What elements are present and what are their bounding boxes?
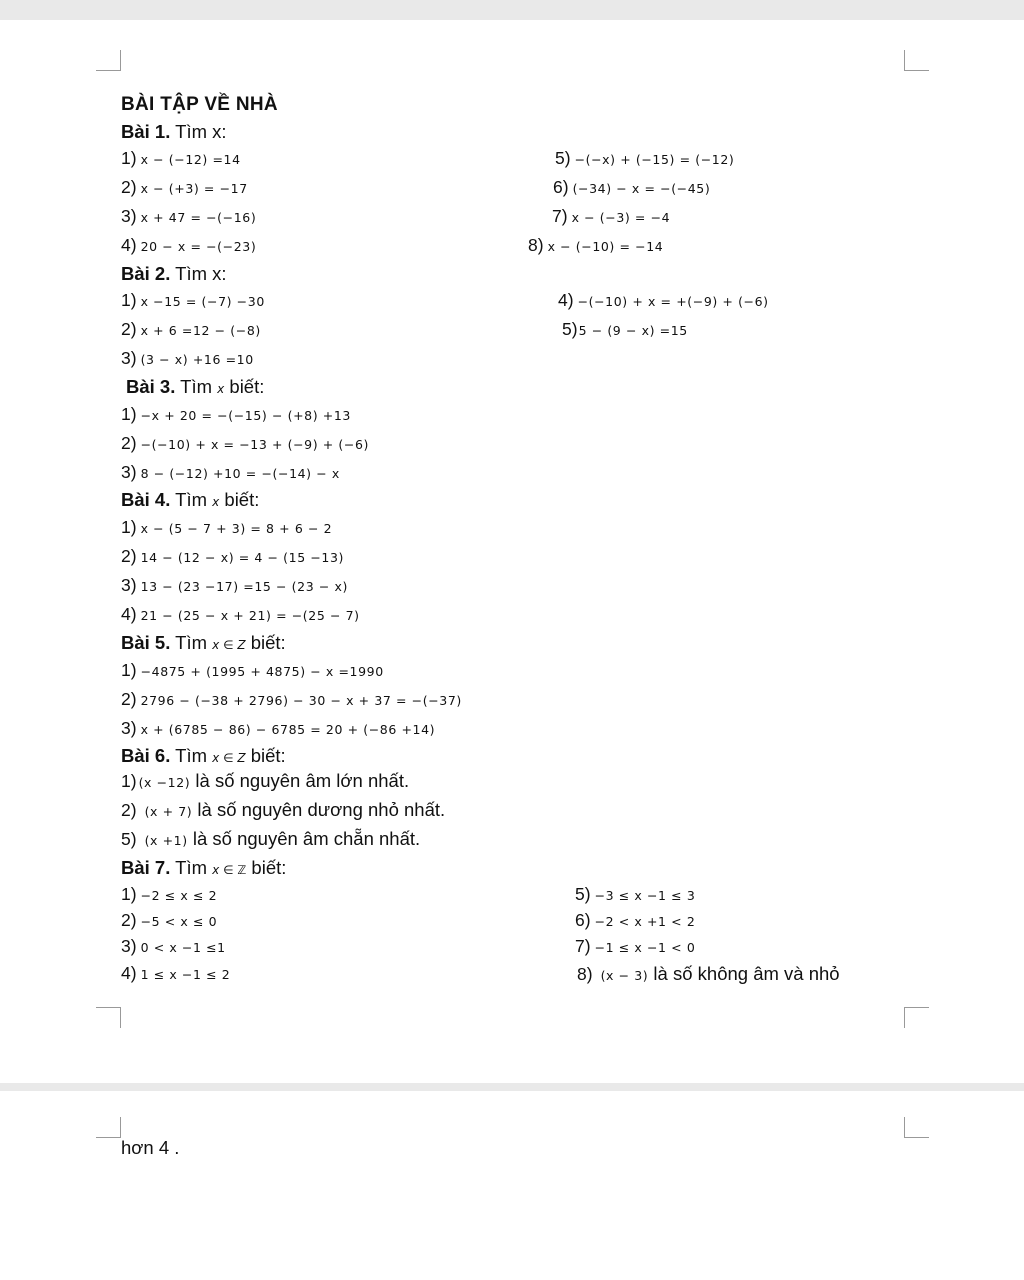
corner-mark-top-right — [904, 50, 929, 71]
item-equation: −1 ≤ x −1 < 0 — [594, 940, 696, 955]
item-number: 2) — [121, 910, 137, 930]
corner-mark-bottom-left — [96, 1007, 121, 1028]
exercise-5-heading — [121, 632, 286, 654]
item-equation: x −15 = (−7) −30 — [140, 294, 265, 309]
item-number: 1) — [121, 290, 137, 310]
item-equation: (−34) − x = −(−45) — [572, 181, 711, 196]
exercise-item — [121, 433, 369, 454]
item-number: 7) — [552, 206, 568, 226]
item-number: 4) — [121, 963, 137, 983]
item-number: 5) — [555, 148, 571, 168]
exercise-item — [121, 148, 241, 169]
exercise-item — [121, 828, 420, 850]
exercise-instruction: Tìm — [170, 489, 213, 510]
exercise-item — [121, 517, 332, 538]
exercise-instruction: Tìm — [170, 857, 213, 878]
item-expression: (x + 7) — [144, 804, 193, 819]
exercise-item — [121, 963, 230, 984]
item-equation: 13 − (23 −17) =15 − (23 − x) — [140, 579, 348, 594]
exercise-instruction-end: biết: — [224, 489, 260, 510]
exercise-instruction: Tìm — [175, 376, 218, 397]
corner-mark-bottom-right — [904, 1007, 929, 1028]
item-text: là số không âm và nhỏ — [648, 963, 840, 984]
item-number: 1) — [121, 660, 137, 680]
exercise-4-heading — [121, 489, 259, 511]
exercise-item — [121, 689, 462, 710]
item-number: 4) — [121, 604, 137, 624]
exercise-item — [121, 910, 217, 931]
exercise-item — [562, 319, 688, 340]
item-number: 1) — [121, 771, 137, 791]
exercise-6-heading — [121, 745, 286, 767]
item-equation: x + (6785 − 86) − 6785 = 20 + (−86 +14) — [140, 722, 436, 737]
exercise-item — [121, 604, 360, 625]
corner-mark-top-left — [96, 50, 121, 71]
item-equation: 2796 − (−38 + 2796) − 30 − x + 37 = −(−37) — [140, 693, 462, 708]
exercise-item — [121, 348, 254, 369]
item-equation: x + 47 = −(−16) — [140, 210, 257, 225]
exercise-instruction-end: biết: — [251, 857, 287, 878]
exercise-item — [121, 575, 348, 596]
item-number: 4) — [558, 290, 574, 310]
exercise-item — [577, 963, 840, 985]
variable-symbol: x ∈ Z — [212, 638, 246, 652]
item-text: là số nguyên dương nhỏ nhất. — [192, 799, 446, 820]
exercise-item — [121, 206, 256, 227]
item-equation: 20 − x = −(−23) — [140, 239, 257, 254]
item-number: 6) — [575, 910, 591, 930]
item-number: 1) — [121, 404, 137, 424]
item-number: 8) — [528, 235, 544, 255]
item-number: 1) — [121, 517, 137, 537]
exercise-instruction: Tìm — [170, 632, 213, 653]
item-equation: x − (−3) = −4 — [571, 210, 671, 225]
item-expression: (x −12) — [138, 775, 191, 790]
exercise-label: Bài 2. — [121, 263, 171, 284]
exercise-2-heading — [121, 263, 227, 285]
item-number: 3) — [121, 575, 137, 595]
item-number: 2) — [121, 800, 137, 820]
exercise-item — [552, 206, 670, 227]
exercise-instruction-end: biết: — [250, 632, 286, 653]
item-equation: 8 − (−12) +10 = −(−14) − x — [140, 466, 340, 481]
item-equation: x + 6 =12 − (−8) — [140, 323, 261, 338]
exercise-label: Bài 3. — [126, 376, 176, 397]
exercise-3-heading — [126, 376, 264, 398]
variable-symbol: x ∈ Z — [212, 751, 246, 765]
exercise-item — [558, 290, 769, 311]
item-equation: 14 − (12 − x) = 4 − (15 −13) — [140, 550, 344, 565]
exercise-item — [121, 177, 248, 198]
item-equation: −2 ≤ x ≤ 2 — [140, 888, 218, 903]
exercise-item — [121, 770, 409, 792]
item-number: 4) — [121, 235, 137, 255]
item-number: 7) — [575, 936, 591, 956]
exercise-item — [121, 718, 435, 739]
exercise-7-heading — [121, 857, 286, 879]
item-equation: 0 < x −1 ≤1 — [140, 940, 226, 955]
variable-symbol: x — [212, 495, 220, 509]
item-equation: 1 ≤ x −1 ≤ 2 — [140, 967, 231, 982]
exercise-label: Bài 5. — [121, 632, 171, 653]
exercise-item — [528, 235, 663, 256]
corner-mark-top-right — [904, 1117, 929, 1138]
exercise-item — [553, 177, 710, 198]
variable-symbol: x ∈ ℤ — [212, 863, 247, 877]
document-page-2 — [0, 1091, 1024, 1280]
item-equation: −3 ≤ x −1 ≤ 3 — [594, 888, 696, 903]
item-number: 2) — [121, 433, 137, 453]
exercise-label: Bài 7. — [121, 857, 171, 878]
item-equation: −(−10) + x = +(−9) + (−6) — [577, 294, 769, 309]
item-equation: −5 < x ≤ 0 — [140, 914, 218, 929]
exercise-item — [121, 290, 265, 311]
exercise-item — [555, 148, 734, 169]
item-equation: (3 − x) +16 =10 — [140, 352, 254, 367]
item-number: 3) — [121, 348, 137, 368]
item-number: 5) — [562, 319, 578, 339]
exercise-item — [121, 799, 445, 821]
item-number: 2) — [121, 689, 137, 709]
item-equation: 5 − (9 − x) =15 — [578, 323, 688, 338]
item-number: 5) — [575, 884, 591, 904]
exercise-item — [575, 884, 695, 905]
exercise-1-heading — [121, 121, 227, 143]
exercise-label: Bài 4. — [121, 489, 171, 510]
item-equation: −(−x) + (−15) = (−12) — [574, 152, 735, 167]
exercise-item — [121, 319, 261, 340]
item-equation: x − (+3) = −17 — [140, 181, 248, 196]
exercise-item — [121, 404, 351, 425]
exercise-label: Bài 1. — [121, 121, 171, 142]
document-title: BÀI TẬP VỀ NHÀ — [121, 94, 278, 115]
item-expression: (x +1) — [144, 833, 188, 848]
exercise-item — [121, 936, 226, 957]
exercise-instruction-end: biết: — [250, 745, 286, 766]
exercise-item — [575, 910, 695, 931]
item-number: 6) — [553, 177, 569, 197]
exercise-label: Bài 6. — [121, 745, 171, 766]
item-number: 3) — [121, 206, 137, 226]
item-number: 3) — [121, 462, 137, 482]
item-number: 2) — [121, 177, 137, 197]
item-equation: x − (5 − 7 + 3) = 8 + 6 − 2 — [140, 521, 333, 536]
exercise-instruction: Tìm — [170, 745, 213, 766]
item-equation: −(−10) + x = −13 + (−9) + (−6) — [140, 437, 369, 452]
corner-mark-top-left — [96, 1117, 121, 1138]
exercise-instruction-end: biết: — [224, 376, 265, 397]
variable-symbol: x — [217, 382, 225, 396]
exercise-item — [121, 235, 256, 256]
continuation-text: hơn 4 . — [121, 1137, 180, 1158]
item-equation: 21 − (25 − x + 21) = −(25 − 7) — [140, 608, 360, 623]
exercise-instruction: Tìm x: — [170, 121, 227, 142]
item-equation: x − (−12) =14 — [140, 152, 241, 167]
item-number: 5) — [121, 829, 137, 849]
item-text: là số nguyên âm chẵn nhất. — [187, 828, 421, 849]
exercise-item — [121, 660, 384, 681]
exercise-item — [121, 546, 344, 567]
item-number: 1) — [121, 148, 137, 168]
exercise-item — [121, 884, 217, 905]
exercise-item — [575, 936, 695, 957]
item-expression: (x − 3) — [600, 968, 649, 983]
exercise-instruction: Tìm x: — [170, 263, 227, 284]
item-equation: −4875 + (1995 + 4875) − x =1990 — [140, 664, 384, 679]
item-number: 2) — [121, 546, 137, 566]
item-number: 8) — [577, 964, 593, 984]
item-equation: −x + 20 = −(−15) − (+8) +13 — [140, 408, 351, 423]
item-equation: x − (−10) = −14 — [547, 239, 664, 254]
exercise-item — [121, 462, 340, 483]
item-number: 3) — [121, 936, 137, 956]
item-text: là số nguyên âm lớn nhất. — [190, 770, 410, 791]
document-page-1 — [0, 20, 1024, 1083]
item-number: 3) — [121, 718, 137, 738]
item-number: 2) — [121, 319, 137, 339]
item-equation: −2 < x +1 < 2 — [594, 914, 696, 929]
item-number: 1) — [121, 884, 137, 904]
